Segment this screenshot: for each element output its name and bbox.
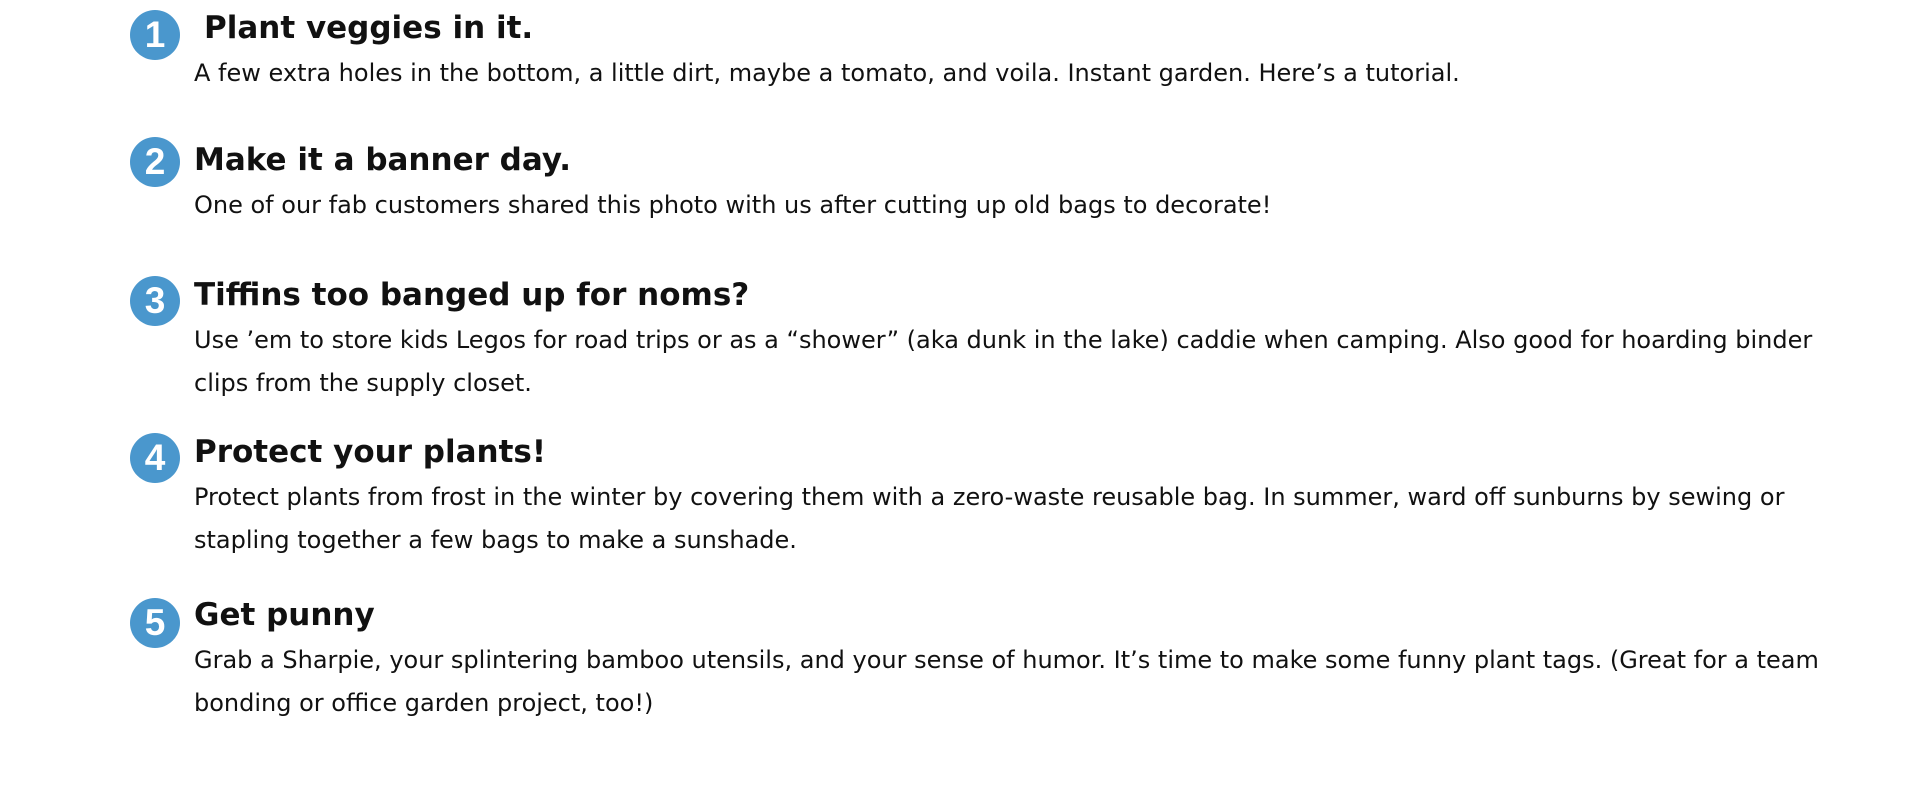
tip-text-2: One of our fab customers shared this photo with us after cutting up old bags to decorate! (194, 191, 1272, 219)
number-badge-5: 5 (130, 598, 180, 648)
tip-heading-1: Plant veggies in it. (204, 10, 534, 46)
tip-text-4: Protect plants from frost in the winter by covering them with a zero-waste reusable bag. In summer, ward off sunburns by sewing or stapling together a few bags to make a sunshade. (194, 483, 1785, 554)
number-badge-1: 1 (130, 10, 180, 60)
tip-text-3: Use ’em to store kids Legos for road trips or as a “shower” (aka dunk in the lake) caddie when camping. Also good for hoarding binder clips from the supply closet. (194, 326, 1813, 397)
tip-heading-4: Protect your plants! (194, 434, 547, 470)
tip-heading-3: Tiffins too banged up for noms? (194, 277, 750, 313)
number-badge-2: 2 (130, 137, 180, 187)
tip-text-1: A few extra holes in the bottom, a little dirt, maybe a tomato, and voila. Instant garden. Here’s a tutorial. (194, 59, 1460, 87)
tip-heading-5: Get punny (194, 597, 375, 633)
tip-heading-2: Make it a banner day. (194, 142, 571, 178)
number-badge-3: 3 (130, 276, 180, 326)
number-badge-4: 4 (130, 433, 180, 483)
tip-text-5: Grab a Sharpie, your splintering bamboo utensils, and your sense of humor. It’s time to make some funny plant tags. (Great for a team bonding or office garden project, too!) (194, 646, 1819, 717)
